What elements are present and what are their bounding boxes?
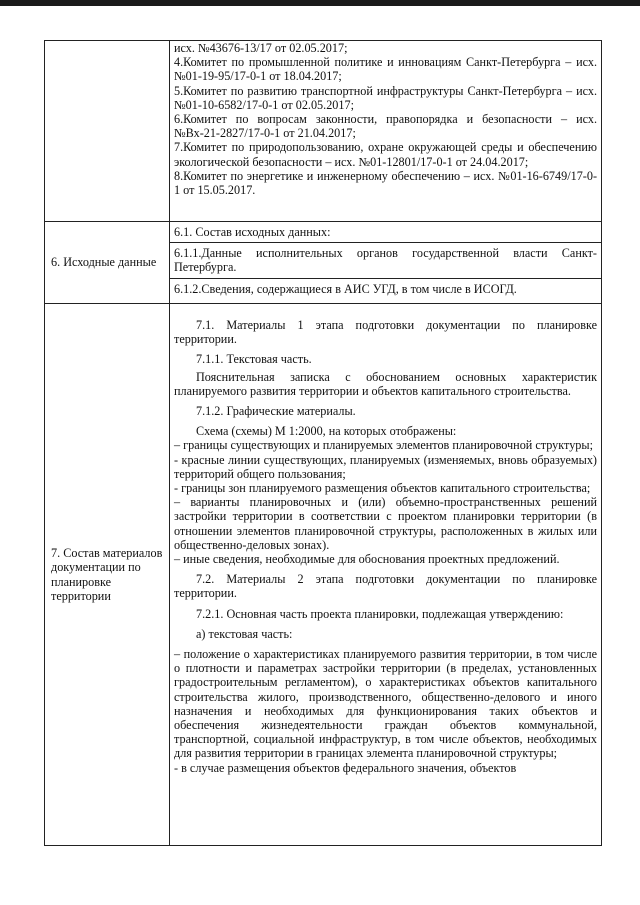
requirements-table bbox=[44, 40, 602, 846]
list-item: - в случае размещения объектов федерального значения, объектов bbox=[174, 760, 517, 775]
page-top-rule bbox=[0, 0, 640, 6]
row-6-label: 6. Исходные данные bbox=[45, 222, 170, 304]
table-row-5 bbox=[45, 41, 602, 222]
row-5-item: 7.Комитет по природопользованию, охране окружающей среды и обеспечению экологической безопасности – исх. №01-12801/17-0-1 от 24.04.2017; bbox=[174, 140, 597, 169]
list-item: – положение о характеристиках планируемого развития территории, в том числе о плотности и параметрах застройки территории (в пределах, установленных градостроительным регламентом), о характеристиках объектов капитального строительства жилого, производственного, общественно-делового и иного назначения и необходимых для функционирования таких объектов и обеспечения жизнедеятельности граждан объектов коммунальной, транспортной, социальной инфраструктур, в том числе объектов, необходимых для развития территории в границах элемента планировочной структуры; bbox=[174, 647, 597, 761]
row-7-content-cell bbox=[170, 304, 602, 846]
paragraph: а) текстовая часть: bbox=[196, 626, 293, 641]
table-row-7 bbox=[45, 304, 602, 846]
row-6-item: 6.1.1.Данные исполнительных органов государственной власти Санкт-Петербурга. bbox=[174, 246, 597, 275]
row-5-item: исх. №43676-13/17 от 02.05.2017; bbox=[174, 41, 348, 55]
list-item: – варианты планировочных и (или) объемно-пространственных решений застройки территории в соответствии с проектом планировки территории (в отношении элементов планировочной структуры, расположенных в жилых или общественно-деловых зонах). bbox=[174, 495, 597, 552]
section-heading: 7.2. Материалы 2 этапа подготовки документации по планировке территории. bbox=[174, 572, 597, 601]
row-5-item: 6.Комитет по вопросам законности, правопорядка и безопасности – исх. №Вх-21-2827/17-0-1 от 21.04.2017; bbox=[174, 112, 597, 141]
row-6-separator bbox=[170, 278, 601, 279]
list-item: - красные линии существующих, планируемых (изменяемых, вновь образуемых) территорий общего пользования; bbox=[174, 452, 597, 481]
subsection-heading: 7.1.1. Текстовая часть. bbox=[196, 352, 312, 367]
row-5-label-cell bbox=[45, 41, 170, 222]
subsection-heading: 7.1.2. Графические материалы. bbox=[196, 404, 356, 419]
row-5-item: 5.Комитет по развитию транспортной инфраструктуры Санкт-Петербурга – исх. №01-10-6582/17-0-1 от 02.05.2017; bbox=[174, 83, 597, 112]
paragraph: Пояснительная записка с обоснованием основных характеристик планируемого развития территории и объектов капитального строительства. bbox=[174, 369, 597, 398]
row-6-content-cell bbox=[170, 222, 602, 304]
list-item: - границы зон планируемого размещения объектов капитального строительства; bbox=[174, 481, 591, 496]
section-heading: 7.1. Материалы 1 этапа подготовки документации по планировке территории. bbox=[174, 318, 597, 347]
row-6-item: 6.1. Состав исходных данных: bbox=[174, 225, 331, 239]
row-5-item: 4.Комитет по промышленной политике и инновациям Санкт-Петербурга – исх. №01-19-95/17-0-1 от 18.04.2017; bbox=[174, 55, 597, 84]
row-7-label: 7. Состав материалов документации по планировке территории bbox=[45, 304, 170, 846]
row-5-item: 8.Комитет по энергетике и инженерному обеспечению – исх. №01-16-6749/17-0-1 от 15.05.2017. bbox=[174, 168, 597, 198]
list-item: – иные сведения, необходимые для обоснования проектных предложений. bbox=[174, 552, 560, 567]
list-item: – границы существующих и планируемых элементов планировочной структуры; bbox=[174, 438, 593, 453]
subsection-heading: 7.2.1. Основная часть проекта планировки, подлежащая утверждению: bbox=[196, 606, 564, 621]
paragraph: Схема (схемы) М 1:2000, на которых отображены: bbox=[196, 424, 457, 439]
row-5-content-cell bbox=[170, 41, 602, 222]
table-row-6 bbox=[45, 222, 602, 304]
row-6-item: 6.1.2.Сведения, содержащиеся в АИС УГД, в том числе в ИСОГД. bbox=[174, 281, 517, 296]
row-6-separator bbox=[170, 242, 601, 243]
